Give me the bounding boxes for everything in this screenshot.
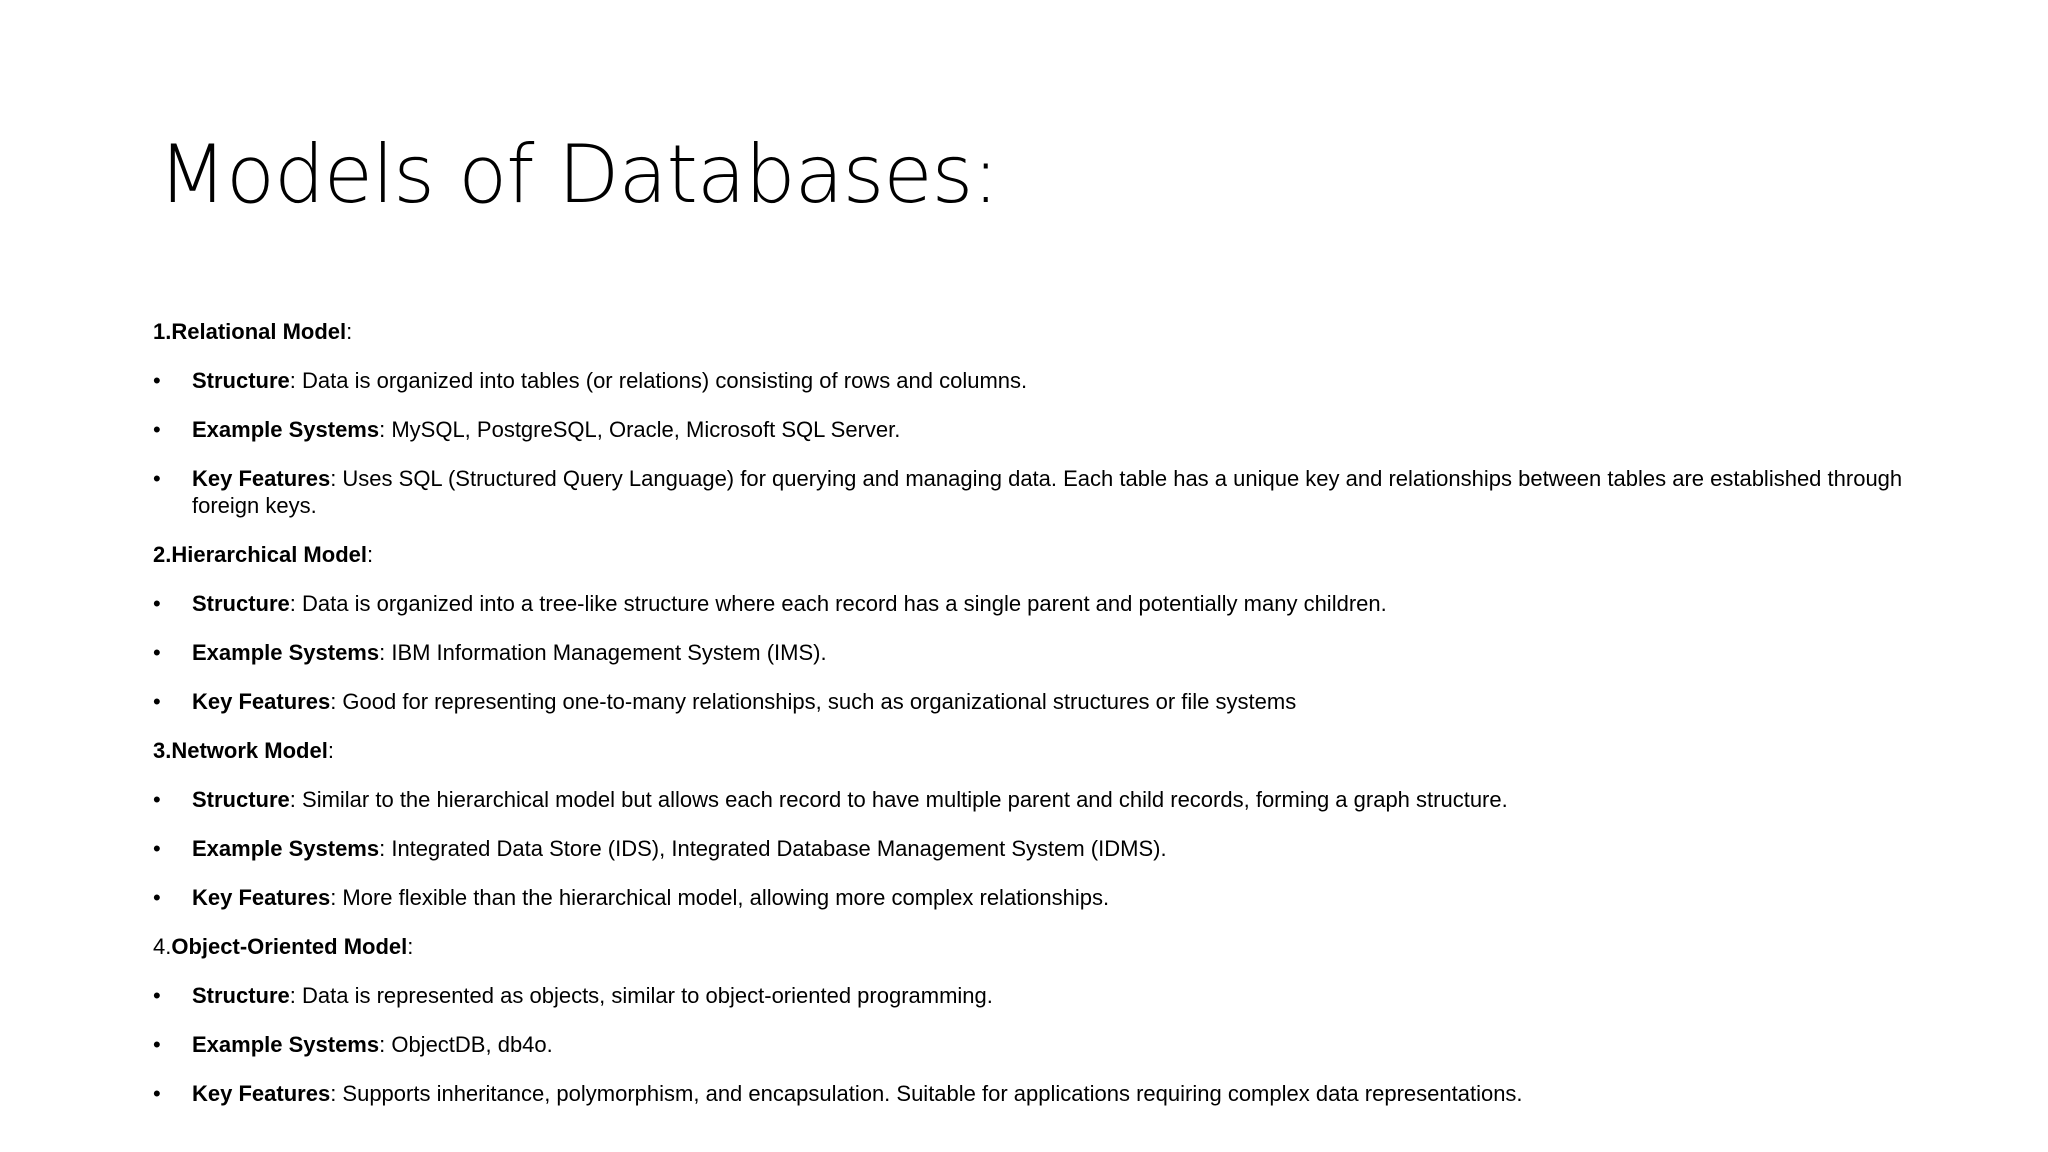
bullet-text: : More flexible than the hierarchical model, allowing more complex relationships. — [330, 885, 1110, 910]
bullet-label: Key Features — [192, 885, 331, 910]
section-suffix: : — [367, 542, 374, 567]
bullet-label: Structure — [192, 368, 290, 393]
list-item — [153, 1031, 1913, 1058]
bullet-icon: • — [153, 983, 161, 1008]
bullet-label: Structure — [192, 983, 290, 1008]
bullet-label: Example Systems — [192, 836, 380, 861]
bullet-icon: • — [153, 591, 161, 616]
bullet-text: : Data is organized into tables (or relations) consisting of rows and columns. — [289, 368, 1028, 393]
bullet-text: : ObjectDB, db4o. — [379, 1032, 553, 1057]
bullet-label: Structure — [192, 787, 290, 812]
list-item — [153, 835, 1913, 862]
bullet-text: : Data is represented as objects, similar to object-oriented programming. — [289, 983, 993, 1008]
bullet-label: Structure — [192, 591, 290, 616]
bullet-text: : Uses SQL (Structured Query Language) for querying and managing data. Each table has a unique key and relationships between tables are established through foreign keys. — [192, 466, 1903, 518]
bullet-text: : Supports inheritance, polymorphism, and encapsulation. Suitable for applications requiring complex data representations. — [330, 1081, 1523, 1106]
bullet-text: : Similar to the hierarchical model but allows each record to have multiple parent and child records, forming a graph structure. — [289, 787, 1508, 812]
bullet-icon: • — [153, 1081, 161, 1106]
bullet-label: Example Systems — [192, 640, 380, 665]
slide-content — [153, 318, 1913, 1129]
section-name: Network Model — [171, 738, 328, 763]
bullet-label: Example Systems — [192, 1032, 380, 1057]
list-item — [153, 1080, 1913, 1107]
section-number: 3. — [153, 738, 172, 763]
list-item — [153, 786, 1913, 813]
bullet-text: : Data is organized into a tree-like structure where each record has a single parent and potentially many children. — [289, 591, 1387, 616]
section-heading-relational — [153, 318, 1913, 345]
bullet-icon: • — [153, 466, 161, 491]
bullet-icon: • — [153, 836, 161, 861]
bullet-label: Key Features — [192, 1081, 331, 1106]
bullet-icon: • — [153, 787, 161, 812]
bullet-text: : IBM Information Management System (IMS). — [379, 640, 827, 665]
bullet-icon: • — [153, 885, 161, 910]
slide-title: Models of Databases: — [158, 128, 999, 221]
bullet-icon: • — [153, 417, 161, 442]
list-item — [153, 465, 1913, 519]
bullet-icon: • — [153, 640, 161, 665]
section-heading-hierarchical — [153, 541, 1913, 568]
list-item — [153, 639, 1913, 666]
list-item — [153, 590, 1913, 617]
section-suffix: : — [327, 738, 334, 763]
bullet-icon: • — [153, 689, 161, 714]
bullet-icon: • — [153, 1032, 161, 1057]
list-item — [153, 416, 1913, 443]
bullet-label: Key Features — [192, 466, 331, 491]
bullet-text: : MySQL, PostgreSQL, Oracle, Microsoft SQL Server. — [379, 417, 901, 442]
section-heading-network — [153, 737, 1913, 764]
list-item — [153, 367, 1913, 394]
list-item — [153, 884, 1913, 911]
bullet-icon: • — [153, 368, 161, 393]
section-name: Relational Model — [171, 319, 347, 344]
section-number: 2. — [153, 542, 172, 567]
section-number: 1. — [153, 319, 172, 344]
section-suffix: : — [407, 934, 414, 959]
section-name: Object-Oriented Model — [171, 934, 408, 959]
section-number: 4. — [153, 934, 172, 959]
list-item — [153, 688, 1913, 715]
section-name: Hierarchical Model — [171, 542, 367, 567]
bullet-text: : Good for representing one-to-many relationships, such as organizational structures or file systems — [330, 689, 1297, 714]
section-suffix: : — [346, 319, 353, 344]
bullet-label: Key Features — [192, 689, 331, 714]
bullet-label: Example Systems — [192, 417, 380, 442]
section-heading-object-oriented — [153, 933, 1913, 960]
list-item — [153, 982, 1913, 1009]
bullet-text: : Integrated Data Store (IDS), Integrated Database Management System (IDMS). — [379, 836, 1167, 861]
